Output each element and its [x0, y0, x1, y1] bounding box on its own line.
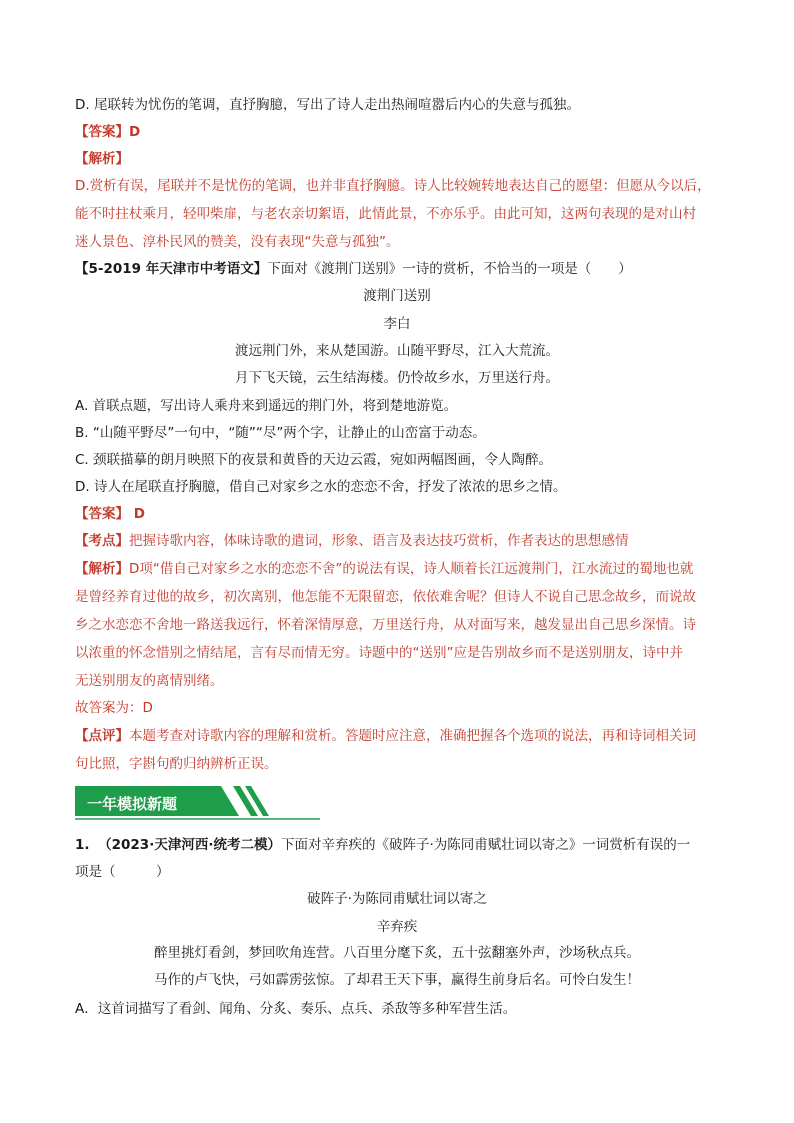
analysis-2-line-2: 是曾经养育过他的故乡，初次离别，他怎能不无限留恋，依依难舍呢？但诗人不说自己思念故乡，而说故 — [75, 589, 696, 605]
poem-1-title: 渡荆门送别 — [363, 288, 431, 304]
comment-tag: 【点评】 — [75, 728, 129, 744]
question-5 — [75, 259, 632, 279]
answer-1 — [75, 122, 140, 142]
question-5-text: 下面对《渡荆门送别》一诗的赏析，不恰当的一项是（ ） — [267, 261, 632, 277]
banner-label: 一年模拟新题 — [87, 795, 178, 813]
kaodian — [75, 531, 629, 551]
question-1-text-2: 项是（ ） — [75, 864, 170, 880]
analysis-2-quote: D项“借自己对家乡之水的恋恋不舍” — [129, 561, 343, 577]
final-answer: 故答案为：D — [75, 700, 153, 716]
analysis-1-line-1: D.赏析有误，尾联并不是忧伤的笔调，也并非直抒胸臆。诗人比较婉转地表达自己的愿望：但愿从今以后， — [75, 178, 711, 194]
analysis-1-line-3: 迷人景色、淳朴民风的赞美，没有表现“失意与孤独”。 — [75, 234, 400, 250]
question-1-number: 1. — [75, 837, 90, 853]
poem-2-line-2: 马作的卢飞快，弓如霹雳弦惊。了却君王天下事，赢得生前身后名。可怜白发生！ — [154, 972, 640, 988]
kaodian-text: 把握诗歌内容，体味诗歌的遣词，形象、语言及表达技巧赏析，作者表达的思想感情 — [129, 533, 629, 549]
answer-value: D — [129, 506, 145, 522]
analysis-2-line-4: 以浓重的怀念惜别之情结尾，言有尽而情无穷。诗题中的“送别”应是告别故乡而不是送别朋友，诗中并 — [75, 645, 683, 661]
poem-1-line-2: 月下飞天镜，云生结海楼。仍怜故乡水，万里送行舟。 — [235, 370, 559, 386]
analysis-2-line-5: 无送别朋友的离情别绪。 — [75, 673, 224, 689]
question-1-text: 下面对辛弃疾的《破阵子·为陈同甫赋壮词以寄之》一词赏析有误的一 — [280, 837, 691, 853]
answer-value: D — [129, 124, 141, 140]
poem-2-title: 破阵子·为陈同甫赋壮词以寄之 — [307, 891, 487, 907]
option-a: A. 首联点题，写出诗人乘舟来到遥远的荆门外，将到楚地游览。 — [75, 398, 458, 414]
analysis-2-line-3: 乡之水恋恋不舍地一路送我远行，怀着深情厚意，万里送行舟，从对面写来，越发显出自己思乡深情。诗 — [75, 617, 696, 633]
analysis-2-line-1 — [75, 559, 693, 579]
question-1 — [75, 835, 690, 855]
analysis-1-line-2: 能不时拄杖乘月，轻叩柴扉，与老农亲切絮语，此情此景，不亦乐乎。由此可知，这两句表现的是对山村 — [75, 206, 696, 222]
option-c: C. 颈联描摹的朗月映照下的夜景和黄昏的天边云霞，宛如两幅图画，令人陶醉。 — [75, 452, 553, 468]
answer-2 — [75, 504, 145, 524]
answer-tag: 【答案】 — [75, 124, 129, 140]
comment-line-1 — [75, 726, 696, 746]
answer-tag: 【答案】 — [75, 506, 129, 522]
comment-line-2: 句比照，字斟句酌归纳辨析正误。 — [75, 756, 278, 772]
comment-text: 本题考查对诗歌内容的理解和赏析。答题时应注意，准确把握各个选项的说法，再和诗词相关词 — [129, 728, 696, 744]
question-5-source: 【5-2019 年天津市中考语文】 — [75, 261, 268, 277]
question-1-option-a: A．这首词描写了看剑、闻角、分炙、奏乐、点兵、杀敌等多种军营生活。 — [75, 1001, 517, 1017]
kaodian-tag: 【考点】 — [75, 533, 129, 549]
option-d: D. 诗人在尾联直抒胸臆，借自己对家乡之水的恋恋不舍，抒发了浓浓的思乡之情。 — [75, 479, 567, 495]
poem-1-line-1: 渡远荆门外，来从楚国游。山随平野尽，江入大荒流。 — [235, 343, 559, 359]
poem-2-author: 辛弃疾 — [376, 919, 418, 935]
analysis-2-line-1-rest: 的说法有误，诗人顺着长江远渡荆门，江水流过的蜀地也就 — [342, 561, 694, 577]
option-d-previous: D. 尾联转为忧伤的笔调，直抒胸臆，写出了诗人走出热闹喧嚣后内心的失意与孤独。 — [75, 97, 580, 113]
analysis-2-tag: 【解析】 — [75, 561, 129, 577]
poem-1-author: 李白 — [383, 316, 411, 332]
poem-2-line-1: 醉里挑灯看剑，梦回吹角连营。八百里分麾下炙，五十弦翻塞外声，沙场秋点兵。 — [154, 945, 640, 961]
question-1-source: （2023·天津河西·统考二模） — [98, 837, 281, 853]
option-b: B. “山随平野尽”一句中，“随”“尽”两个字，让静止的山峦富于动态。 — [75, 425, 486, 441]
analysis-1-tag: 【解析】 — [75, 151, 129, 167]
section-banner — [75, 786, 320, 822]
